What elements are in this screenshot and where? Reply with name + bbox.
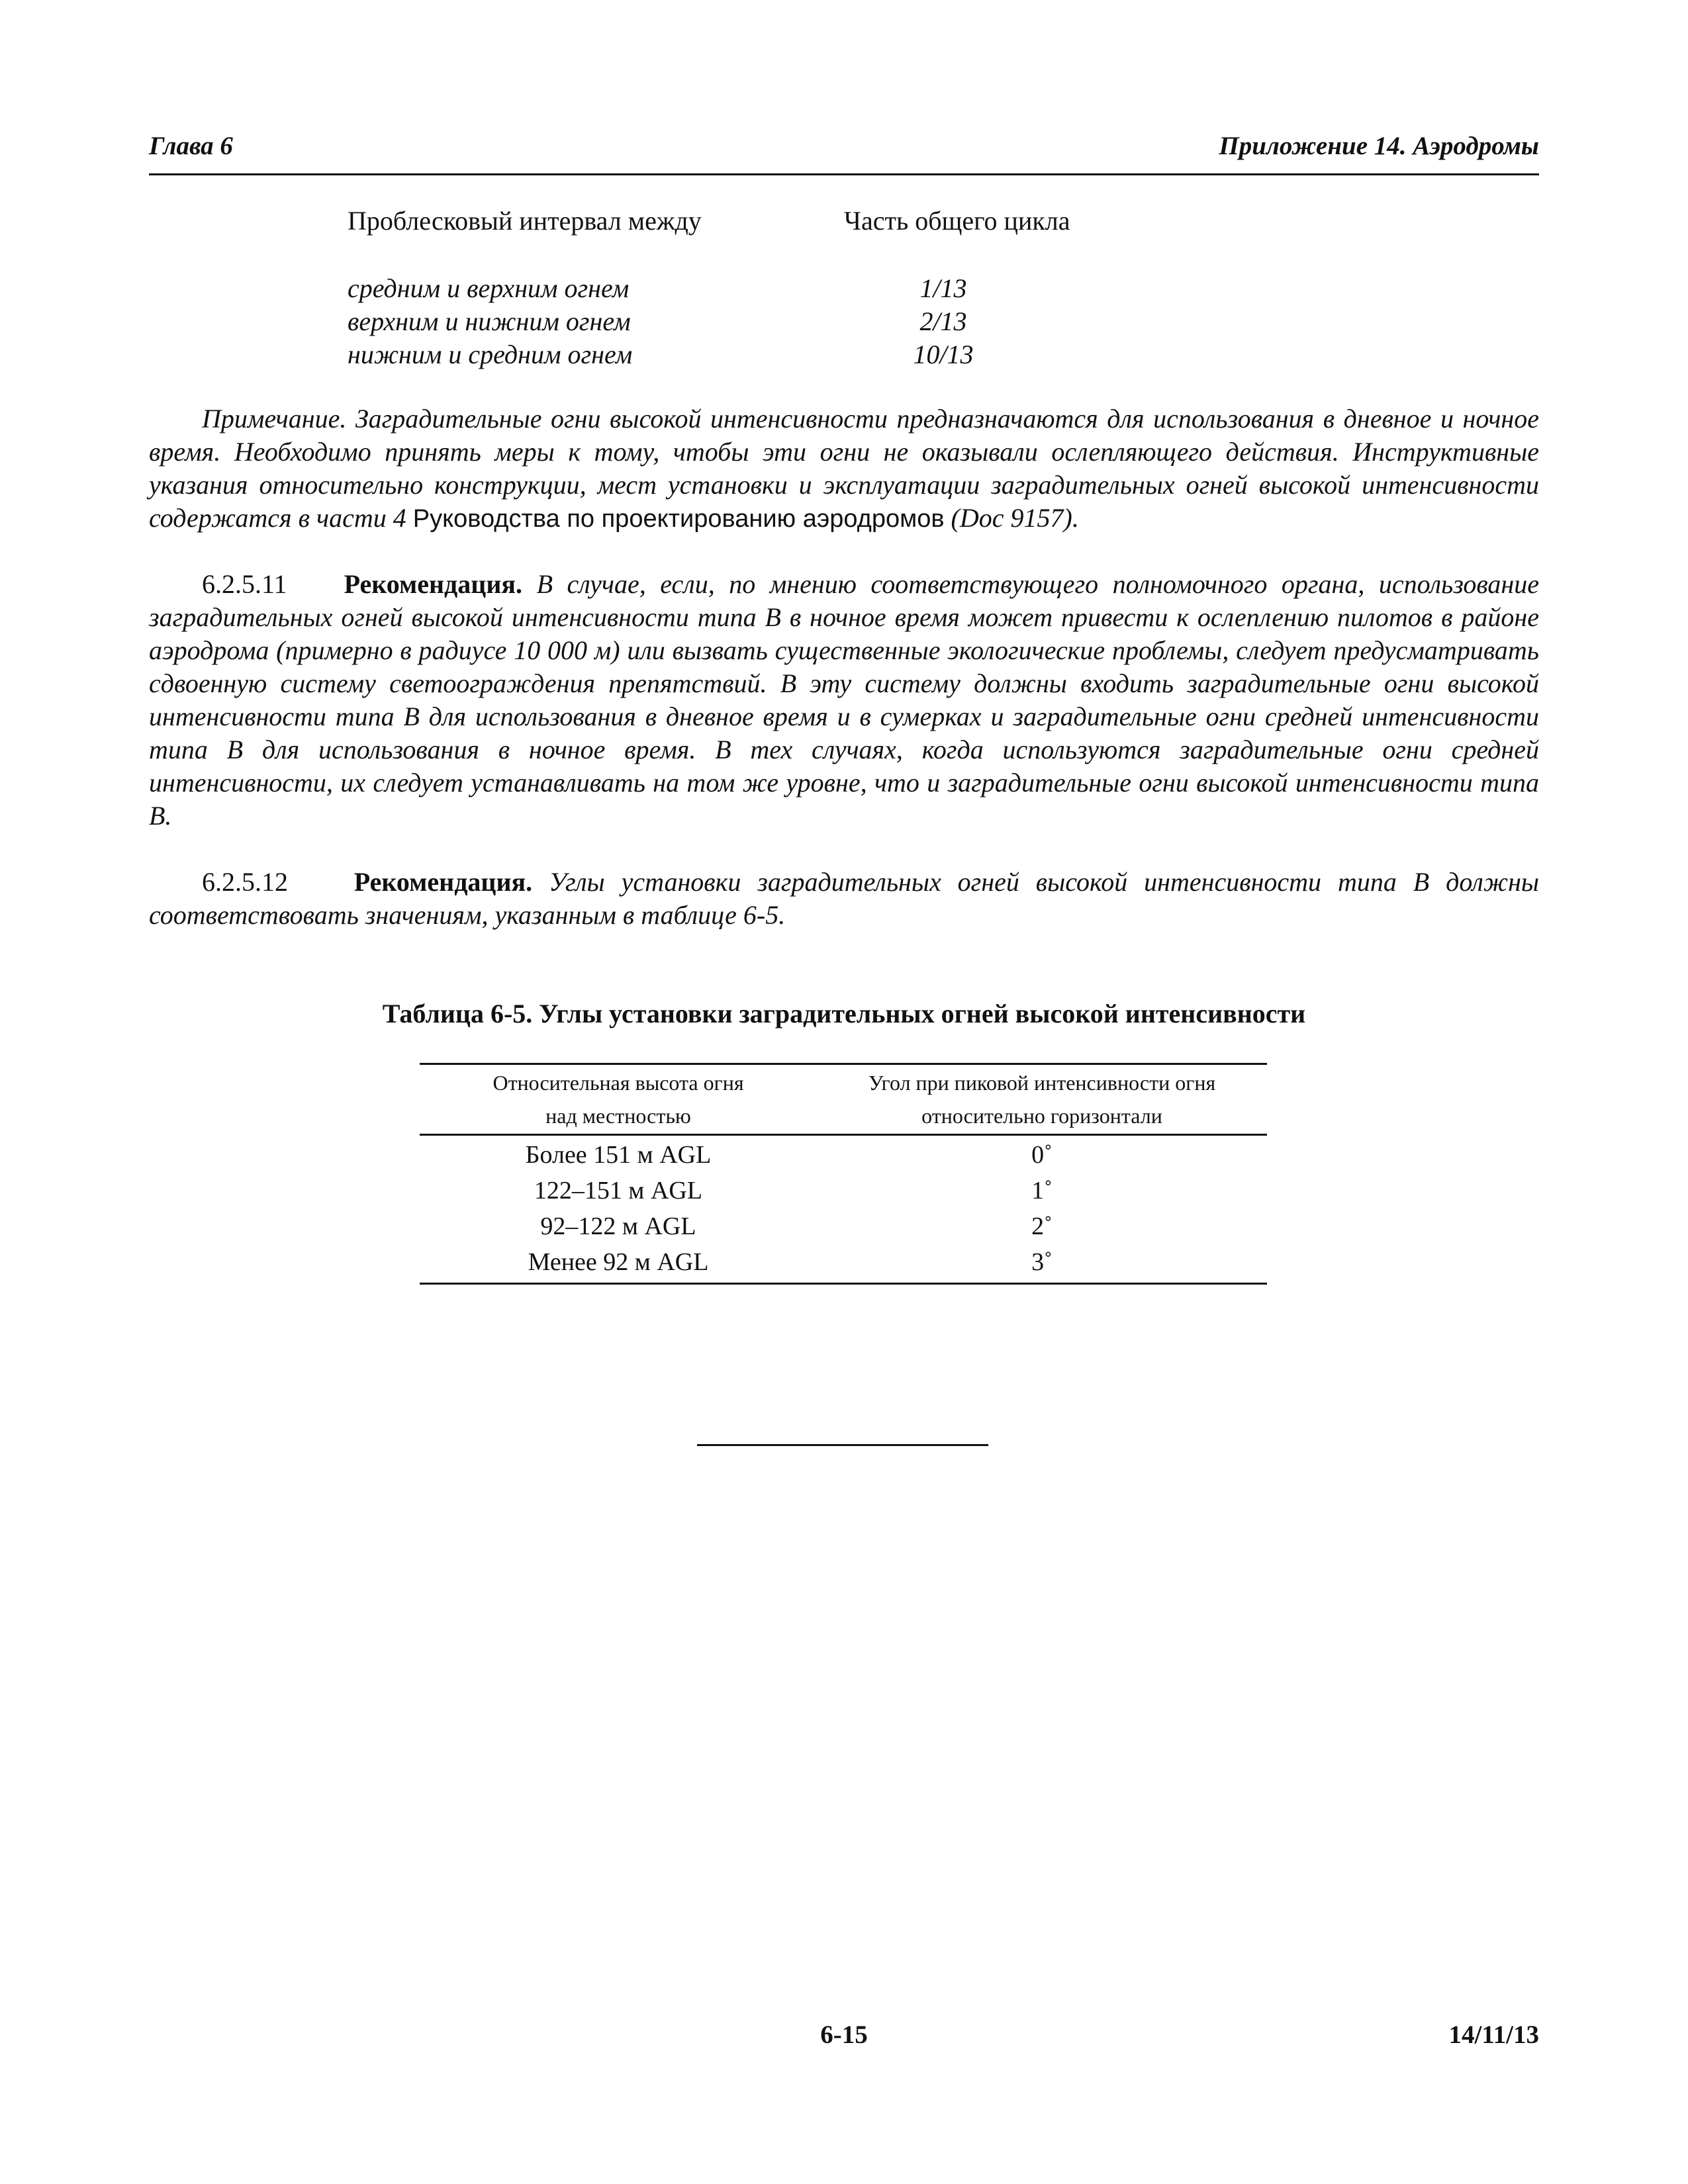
header-line: Угол при пиковой интенсивности огня — [868, 1071, 1216, 1095]
header-chapter: Глава 6 — [149, 132, 233, 160]
paragraph-number: 6.2.5.11 — [202, 569, 287, 599]
table-bottom-rule — [420, 1283, 1267, 1285]
header-line: относительно горизонтали — [921, 1104, 1162, 1128]
height-cell: 92–122 м AGL — [540, 1212, 696, 1240]
flash-interval-fraction: 2/13 — [919, 306, 967, 336]
paragraph-text: Углы установки заградительных огней высокой интенсивности типа B должны соответствовать значениям, указанным в таблице 6-5. — [149, 867, 1539, 930]
flash-interval-row — [348, 339, 1142, 372]
flash-interval-fraction: 1/13 — [919, 273, 967, 303]
table-header-height — [420, 1066, 817, 1132]
recommendation-label: Рекомендация. — [353, 867, 533, 897]
table-body — [420, 1136, 1267, 1283]
footer-date: 14/11/13 — [1448, 2021, 1539, 2049]
angle-cell: 1˚ — [1031, 1177, 1053, 1205]
flash-interval-row — [348, 273, 1142, 306]
flash-interval-fraction: 10/13 — [913, 340, 974, 369]
flash-interval-between: нижним и средним огнем — [348, 340, 633, 369]
header-rule — [149, 173, 1539, 175]
flash-interval-table — [348, 273, 1142, 372]
table-row — [420, 1244, 1267, 1280]
flash-interval-between: средним и верхним огнем — [348, 273, 630, 303]
note-doc-ref: (Doc 9157). — [944, 503, 1079, 533]
paragraph-number: 6.2.5.12 — [202, 867, 288, 897]
angle-cell: 2˚ — [1031, 1212, 1053, 1240]
header-annex-title: Приложение 14. Аэродромы — [1219, 132, 1539, 160]
angle-cell: 3˚ — [1031, 1248, 1053, 1276]
angle-cell: 0˚ — [1031, 1141, 1053, 1169]
header-line: Относительная высота огня — [492, 1071, 744, 1095]
note-doc-title: Руководства по проектированию аэродромов — [412, 505, 945, 533]
table-6-5 — [420, 1063, 1267, 1285]
note-text: Примечание. Заградительные огни высокой интенсивности предназначаются для использования в дневное и ночное время. Необходимо принять меры к тому, чтобы эти огни не оказывали ослепляющего действия. Инструктивные указания относительно конструкции, мест установки и эксплуатации заградительных огней высокой интенсивности содержатся в части 4 — [149, 404, 1539, 533]
table-row — [420, 1173, 1267, 1208]
table-row — [420, 1137, 1267, 1173]
header-line: над местностью — [545, 1104, 691, 1128]
flash-interval-col1-header: Проблесковый интервал между — [348, 206, 702, 236]
footer-page-number: 6-15 — [820, 2021, 868, 2049]
height-cell: 122–151 м AGL — [534, 1177, 703, 1205]
table-header-angle — [817, 1066, 1267, 1132]
table-title: Таблица 6-5. Углы установки заградительных огней высокой интенсивности — [382, 999, 1306, 1028]
paragraph-6-2-5-11 — [149, 568, 1539, 833]
note-paragraph — [149, 402, 1539, 535]
table-header-row — [420, 1065, 1267, 1134]
height-cell: Более 151 м AGL — [525, 1141, 712, 1169]
recommendation-label: Рекомендация. — [344, 569, 523, 599]
end-of-section-rule — [697, 1444, 988, 1446]
flash-interval-row — [348, 306, 1142, 339]
paragraph-6-2-5-12 — [149, 866, 1539, 932]
table-row — [420, 1208, 1267, 1244]
height-cell: Менее 92 м AGL — [528, 1248, 709, 1276]
paragraph-text: В случае, если, по мнению соответствующего полномочного органа, использование заградительных огней высокой интенсивности типа B в ночное время может привести к ослеплению пилотов в районе аэродрома (примерно в радиусе 10 000 м) или вызвать существенные экологические проблемы, следует предусматривать сдвоенную систему светоограждения препятствий. В эту систему должны входить заградительные огни высокой интенсивности типа B для использования в дневное время и в сумерках и заградительные огни средней интенсивности типа B для использования в ночное время. В тех случаях, когда используются заградительные огни средней интенсивности, их следует устанавливать на том же уровне, что и заградительные огни высокой интенсивности типа B. — [149, 569, 1540, 831]
flash-interval-col2-header: Часть общего цикла — [844, 206, 1070, 236]
flash-interval-between: верхним и нижним огнем — [348, 306, 631, 336]
